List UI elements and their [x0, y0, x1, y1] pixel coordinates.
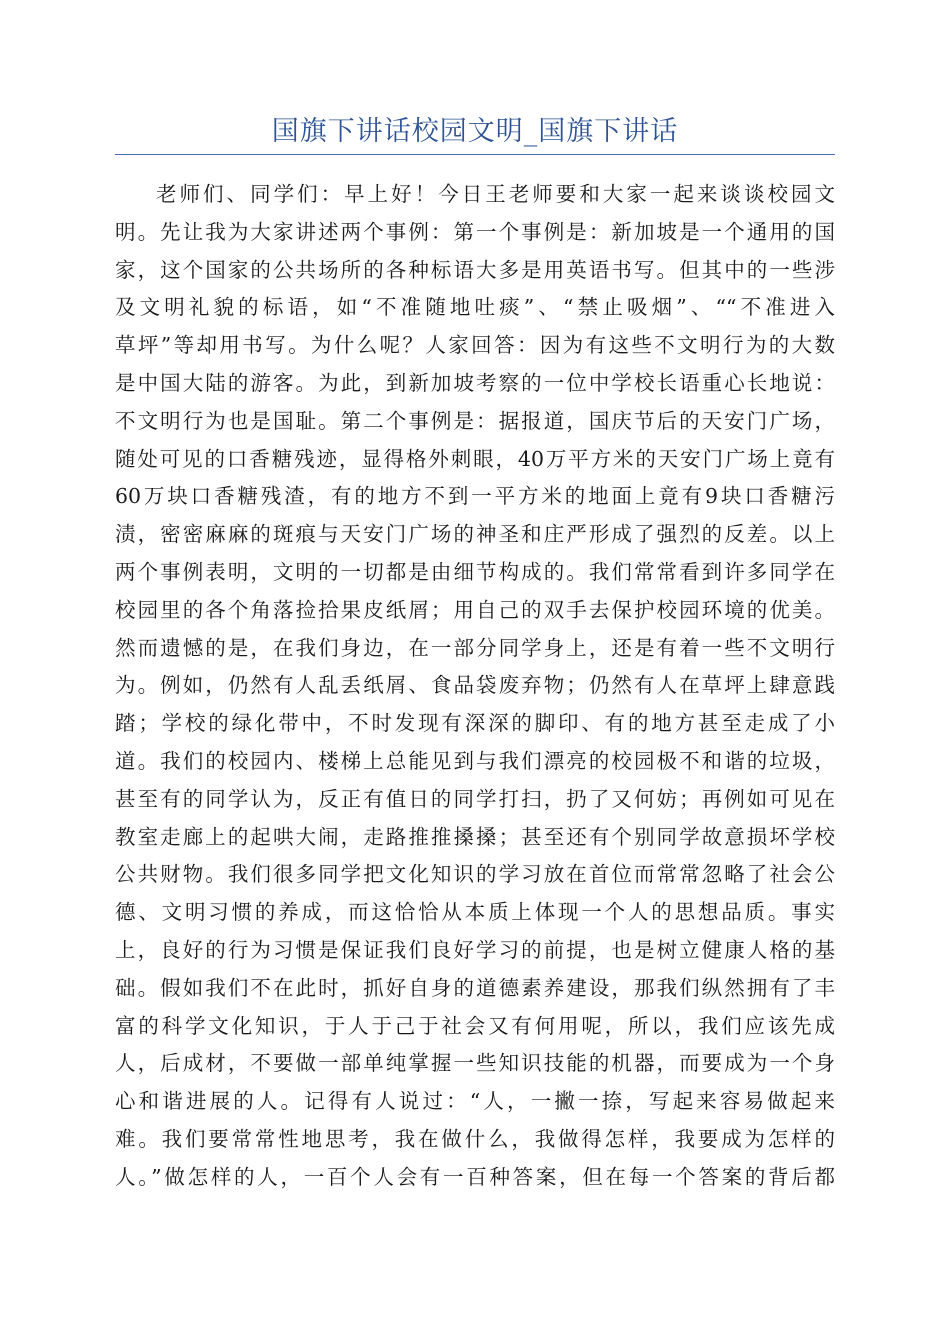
paragraph-line: 家，这个国家的公共场所的各种标语大多是用英语书写。但其中的一些涉: [115, 257, 835, 282]
paragraph-line: 人，后成材，不要做一部单纯掌握一些知识技能的机器，而要成为一个身: [115, 1051, 835, 1076]
paragraph-line: 明。先让我为大家讲述两个事例：第一个事例是：新加坡是一个通用的国: [115, 219, 835, 244]
paragraph-line: 老师们、同学们：早上好！今日王老师要和大家一起来谈谈校园文: [156, 182, 835, 206]
paragraph-line: 随处可见的口香糖残迹，显得格外刺眼，40万平方米的天安门广场上竟有: [115, 446, 835, 471]
paragraph-line: 为。例如，仍然有人乱丢纸屑、食品袋废弃物；仍然有人在草坪上肆意践: [115, 673, 835, 698]
paragraph-line: 德、文明习惯的养成，而这恰恰从本质上体现一个人的思想品质。事实: [115, 900, 835, 925]
paragraph-line: 道。我们的校园内、楼梯上总能见到与我们漂亮的校园极不和谐的垃圾，: [115, 748, 835, 773]
paragraph-line: 及文明礼貌的标语，如“不准随地吐痰”、“禁止吸烟”、““不准进入: [115, 295, 835, 320]
paragraph-line: 公共财物。我们很多同学把文化知识的学习放在首位而常常忽略了社会公: [115, 862, 835, 887]
paragraph-line: 不文明行为也是国耻。第二个事例是：据报道，国庆节后的天安门广场，: [115, 408, 835, 433]
paragraph-line: 两个事例表明，文明的一切都是由细节构成的。我们常常看到许多同学在: [115, 559, 835, 584]
speech-body: [115, 176, 835, 1197]
paragraph-line: 然而遗憾的是，在我们身边，在一部分同学身上，还是有着一些不文明行: [115, 635, 835, 660]
paragraph-line: 础。假如我们不在此时，抓好自身的道德素养建设，那我们纵然拥有了丰: [115, 975, 835, 1000]
paragraph-line: 甚至有的同学认为，反正有值日的同学打扫，扔了又何妨；再例如可见在: [115, 786, 835, 811]
paragraph-line: 心和谐进展的人。记得有人说过：“人，一撇一捺，写起来容易做起来: [115, 1089, 835, 1114]
paragraph-line: 富的科学文化知识，于人于己于社会又有何用呢，所以，我们应该先成: [115, 1013, 835, 1038]
paragraph-line: 草坪”等却用书写。为什么呢？人家回答：因为有这些不文明行为的大数: [115, 333, 835, 358]
paragraph-line: 60万块口香糖残渣，有的地方不到一平方米的地面上竟有9块口香糖污: [115, 484, 835, 509]
paragraph-line: 校园里的各个角落捡拾果皮纸屑；用自己的双手去保护校园环境的优美。: [115, 597, 835, 622]
paragraph-line: 踏；学校的绿化带中，不时发现有深深的脚印、有的地方甚至走成了小: [115, 711, 835, 736]
title-underline: [115, 154, 835, 155]
paragraph-line: 教室走廊上的起哄大闹，走路推推搡搡；甚至还有个别同学故意损坏学校: [115, 824, 835, 849]
document-title: 国旗下讲话校园文明_国旗下讲话: [271, 116, 679, 147]
paragraph-line: 是中国大陆的游客。为此，到新加坡考察的一位中学校长语重心长地说：: [115, 370, 835, 395]
paragraph-line: 人。”做怎样的人，一百个人会有一百种答案，但在每一个答案的背后都: [115, 1164, 835, 1189]
paragraph-line: 难。我们要常常性地思考，我在做什么，我做得怎样，我要成为怎样的: [115, 1126, 835, 1151]
paragraph-line: 渍，密密麻麻的斑痕与天安门广场的神圣和庄严形成了强烈的反差。以上: [115, 522, 835, 547]
paragraph-line: 上，良好的行为习惯是保证我们良好学习的前提，也是树立健康人格的基: [115, 937, 835, 962]
